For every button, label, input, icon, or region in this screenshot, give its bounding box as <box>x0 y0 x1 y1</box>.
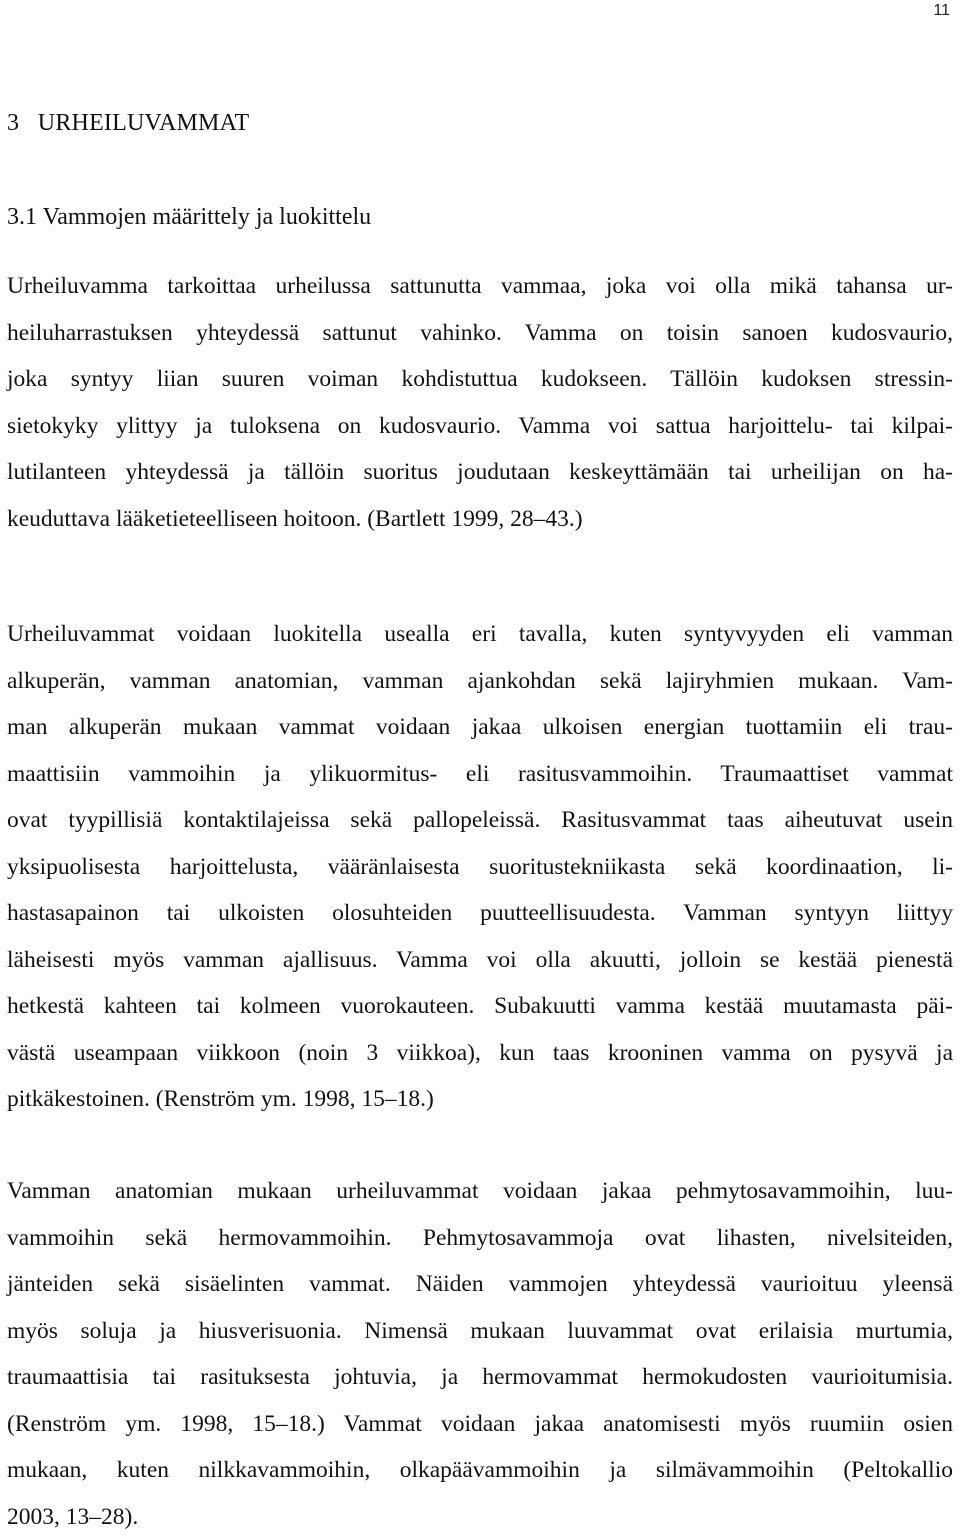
paragraph-line: pitkäkestoinen. (Renström ym. 1998, 15–18.) <box>7 1076 953 1123</box>
paragraph-line: keuduttava lääketieteelliseen hoitoon. (Bartlett 1999, 28–43.) <box>7 496 953 543</box>
paragraph-line: läheisesti myös vamman ajallisuus. Vamma voi olla akuutti, jolloin se kestää pienestä <box>7 937 953 984</box>
paragraph-definition <box>7 263 953 542</box>
paragraph-line: joka syntyy liian suuren voiman kohdistuttua kudokseen. Tällöin kudoksen stressin- <box>7 356 953 403</box>
paragraph-line: maattisiin vammoihin ja ylikuormitus- eli rasitusvammoihin. Traumaattiset vammat <box>7 751 953 798</box>
paragraph-line: 2003, 13–28). <box>7 1494 953 1540</box>
chapter-heading: 3 URHEILUVAMMAT <box>7 106 249 140</box>
paragraph-anatomy <box>7 1168 953 1540</box>
paragraph-line: vammoihin sekä hermovammoihin. Pehmytosavammoja ovat lihasten, nivelsiteiden, <box>7 1215 953 1262</box>
paragraph-line: jänteiden sekä sisäelinten vammat. Näiden vammojen yhteydessä vaurioituu yleensä <box>7 1261 953 1308</box>
paragraph-line: man alkuperän mukaan vammat voidaan jakaa ulkoisen energian tuottamiin eli trau- <box>7 704 953 751</box>
paragraph-line: hastasapainon tai ulkoisten olosuhteiden puutteellisuudesta. Vamman syntyyn liittyy <box>7 890 953 937</box>
paragraph-line: myös soluja ja hiusverisuonia. Nimensä mukaan luuvammat ovat erilaisia murtumia, <box>7 1308 953 1355</box>
paragraph-line: ovat tyypillisiä kontaktilajeissa sekä pallopeleissä. Rasitusvammat taas aiheutuvat usein <box>7 797 953 844</box>
page-number: 11 <box>933 2 950 20</box>
paragraph-line: hetkestä kahteen tai kolmeen vuorokauteen. Subakuutti vamma kestää muutamasta päi- <box>7 983 953 1030</box>
paragraph-line: Vamman anatomian mukaan urheiluvammat voidaan jakaa pehmytosavammoihin, luu- <box>7 1168 953 1215</box>
paragraph-classification <box>7 611 953 1123</box>
section-heading: 3.1 Vammojen määrittely ja luokittelu <box>7 200 371 234</box>
paragraph-line: mukaan, kuten nilkkavammoihin, olkapäävammoihin ja silmävammoihin (Peltokallio <box>7 1447 953 1494</box>
paragraph-line: Urheiluvammat voidaan luokitella usealla eri tavalla, kuten syntyvyyden eli vamman <box>7 611 953 658</box>
paragraph-line: sietokyky ylittyy ja tuloksena on kudosvaurio. Vamma voi sattua harjoittelu- tai kilpai- <box>7 403 953 450</box>
paragraph-line: alkuperän, vamman anatomian, vamman ajankohdan sekä lajiryhmien mukaan. Vam- <box>7 658 953 705</box>
paragraph-line: Urheiluvamma tarkoittaa urheilussa sattunutta vammaa, joka voi olla mikä tahansa ur- <box>7 263 953 310</box>
paragraph-line: västä useampaan viikkoon (noin 3 viikkoa), kun taas krooninen vamma on pysyvä ja <box>7 1030 953 1077</box>
paragraph-line: heiluharrastuksen yhteydessä sattunut vahinko. Vamma on toisin sanoen kudosvaurio, <box>7 310 953 357</box>
paragraph-line: lutilanteen yhteydessä ja tällöin suoritus joudutaan keskeyttämään tai urheilijan on ha- <box>7 449 953 496</box>
paragraph-line: traumaattisia tai rasituksesta johtuvia, ja hermovammat hermokudosten vaurioitumisia. <box>7 1354 953 1401</box>
paragraph-line: (Renström ym. 1998, 15–18.) Vammat voidaan jakaa anatomisesti myös ruumiin osien <box>7 1401 953 1448</box>
paragraph-line: yksipuolisesta harjoittelusta, vääränlaisesta suoritustekniikasta sekä koordinaation, li- <box>7 844 953 891</box>
